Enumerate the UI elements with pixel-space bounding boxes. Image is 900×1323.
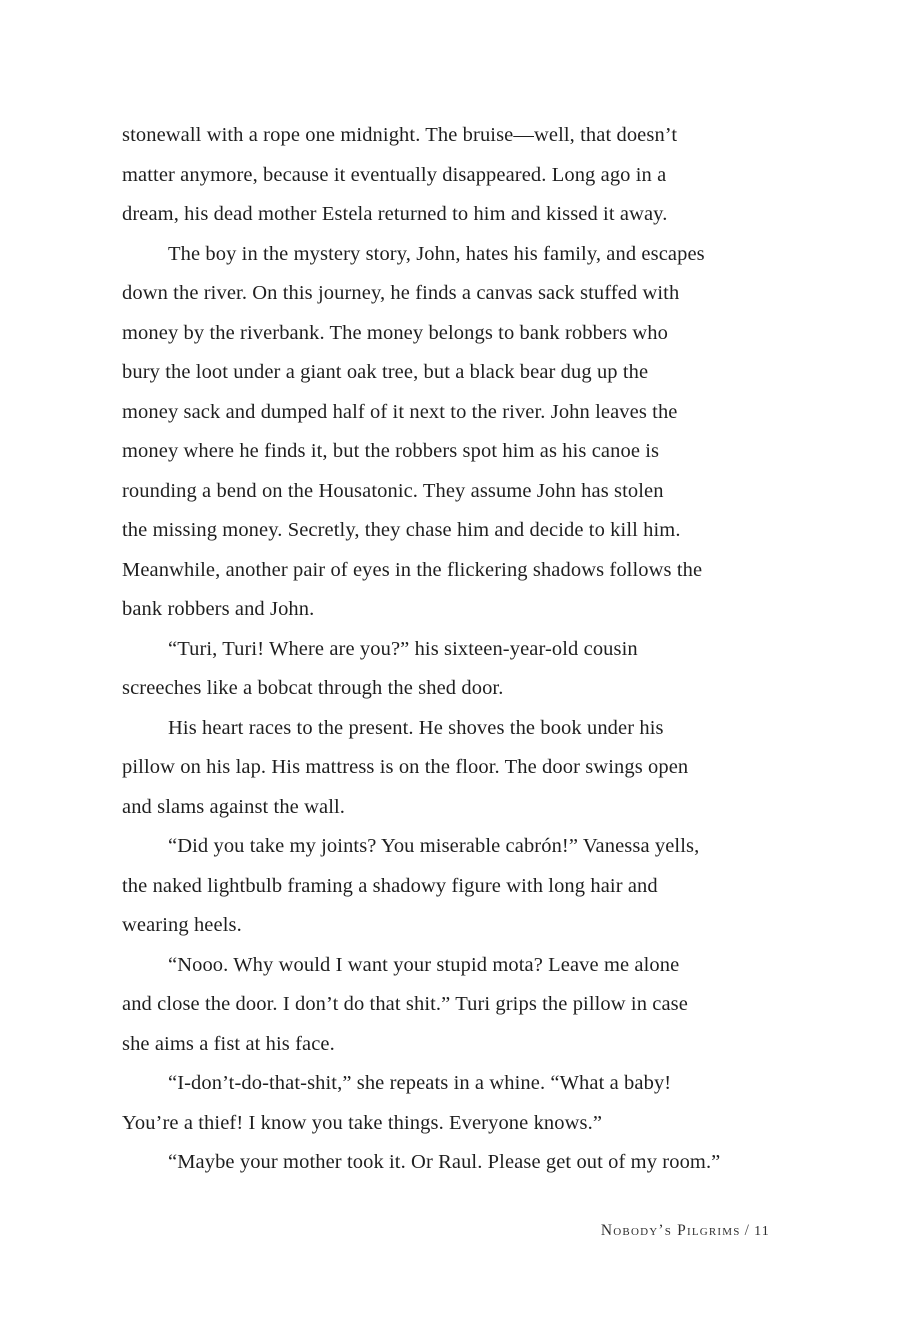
- text-line: and close the door. I don’t do that shit.” Turi grips the pillow in case: [122, 993, 688, 1015]
- text-line: money where he finds it, but the robbers spot him as his canoe is: [122, 440, 660, 462]
- footer-separator: /: [744, 1222, 751, 1239]
- text-line: Meanwhile, another pair of eyes in the flickering shadows follows the: [122, 558, 703, 581]
- text-line: wearing heels.: [122, 914, 242, 936]
- footer-book-title: Nobody’s Pilgrims: [600, 1222, 741, 1239]
- text-line: “I-don’t-do-that-shit,” she repeats in a whine. “What a baby!: [168, 1072, 672, 1094]
- text-line: money sack and dumped half of it next to the river. John leaves the: [122, 400, 678, 423]
- text-line: The boy in the mystery story, John, hates his family, and escapes: [168, 242, 705, 265]
- text-line: money by the riverbank. The money belongs to bank robbers who: [122, 321, 669, 344]
- text-line: His heart races to the present. He shoves the book under his: [168, 716, 664, 739]
- text-line: pillow on his lap. His mattress is on the floor. The door swings open: [122, 756, 689, 778]
- text-line: and slams against the wall.: [122, 795, 346, 818]
- text-line: she aims a fist at his face.: [122, 1032, 335, 1055]
- text-line: screeches like a bobcat through the shed door.: [122, 677, 504, 699]
- text-line: dream, his dead mother Estela returned to him and kissed it away.: [122, 203, 668, 225]
- text-line: You’re a thief! I know you take things. Everyone knows.”: [122, 1111, 603, 1134]
- text-line: the missing money. Secretly, they chase him and decide to kill him.: [122, 519, 681, 541]
- text-line: rounding a bend on the Housatonic. They assume John has stolen: [122, 479, 664, 502]
- page-text: [122, 116, 782, 1183]
- footer-page-number: 11: [754, 1224, 770, 1239]
- running-footer: [601, 1221, 770, 1242]
- text-line: down the river. On this journey, he finds a canvas sack stuffed with: [122, 282, 680, 304]
- text-line: “Maybe your mother took it. Or Raul. Please get out of my room.”: [168, 1151, 721, 1173]
- text-line: bank robbers and John.: [122, 598, 315, 620]
- text-line: matter anymore, because it eventually disappeared. Long ago in a: [122, 163, 667, 186]
- text-line: “Did you take my joints? You miserable cabrón!” Vanessa yells,: [168, 835, 700, 857]
- text-line: stonewall with a rope one midnight. The bruise—well, that doesn’t: [122, 124, 678, 146]
- text-line: the naked lightbulb framing a shadowy figure with long hair and: [122, 874, 658, 897]
- text-line: “Nooo. Why would I want your stupid mota? Leave me alone: [168, 953, 680, 976]
- text-line: “Turi, Turi! Where are you?” his sixteen-year-old cousin: [168, 637, 638, 660]
- text-line: bury the loot under a giant oak tree, but a black bear dug up the: [122, 361, 649, 383]
